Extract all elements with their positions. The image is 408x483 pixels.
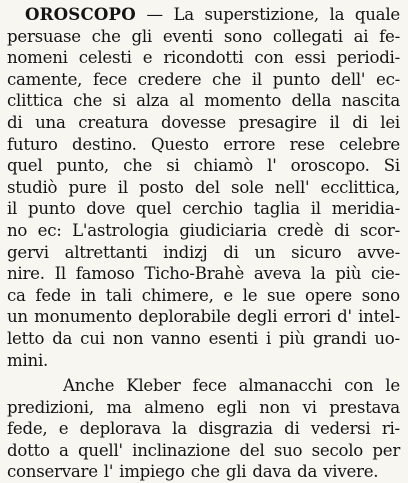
text-line: dotto a quell' inclinazione del suo secolo per [7,440,400,460]
paragraph-kleber [7,375,400,483]
text-line: fede, e deplorava la disgrazia di vedersi ri- [7,419,400,439]
paragraph-oroscopo [7,4,400,371]
text-line: clittica che si alza al momento della nascita [7,91,400,111]
text-line: OROSCOPO — La superstizione, la quale [25,4,400,24]
text-line: futuro destino. Questo errore rese celebre [7,134,400,154]
text-line: il punto dove quel cerchio taglia il meridia- [7,199,400,219]
text-line: studiò pure il posto del sole nell' ecclittica, [7,177,400,197]
text-line: conservare l' impiego che gli dava da vivere. [7,462,379,482]
text-line: predizioni, ma almeno egli non vi prestava [7,397,400,417]
text-line: ca fede in tali chimere, e le sue opere sono [7,285,400,305]
text-line: di una creatura dovesse presagire il di lei [7,112,400,132]
text-line: quel punto, che si chiamò l' oroscopo. Si [7,156,400,176]
text-line: nire. Il famoso Ticho-Brahè aveva la più cie- [7,264,400,284]
text-line: letto da cui non vanno esenti i più grandi uo- [7,328,400,348]
text-line: nomeni celesti e ricondotti con essi periodi- [7,48,400,68]
text-line: mini. [7,350,49,370]
text-line: persuase che gli eventi sono collegati ai fe- [7,26,400,46]
text-line: gervi altrettanti indizj di un sicuro avve- [7,242,400,262]
text-line: un monumento deplorabile degli errori d' intel- [7,307,400,327]
text-line: Anche Kleber fece almanacchi con le [63,376,400,396]
text-line: no ec: L'astrologia giudiciaria credè di scor- [7,220,400,240]
text-line: camente, fece credere che il punto dell' ec- [7,69,400,89]
